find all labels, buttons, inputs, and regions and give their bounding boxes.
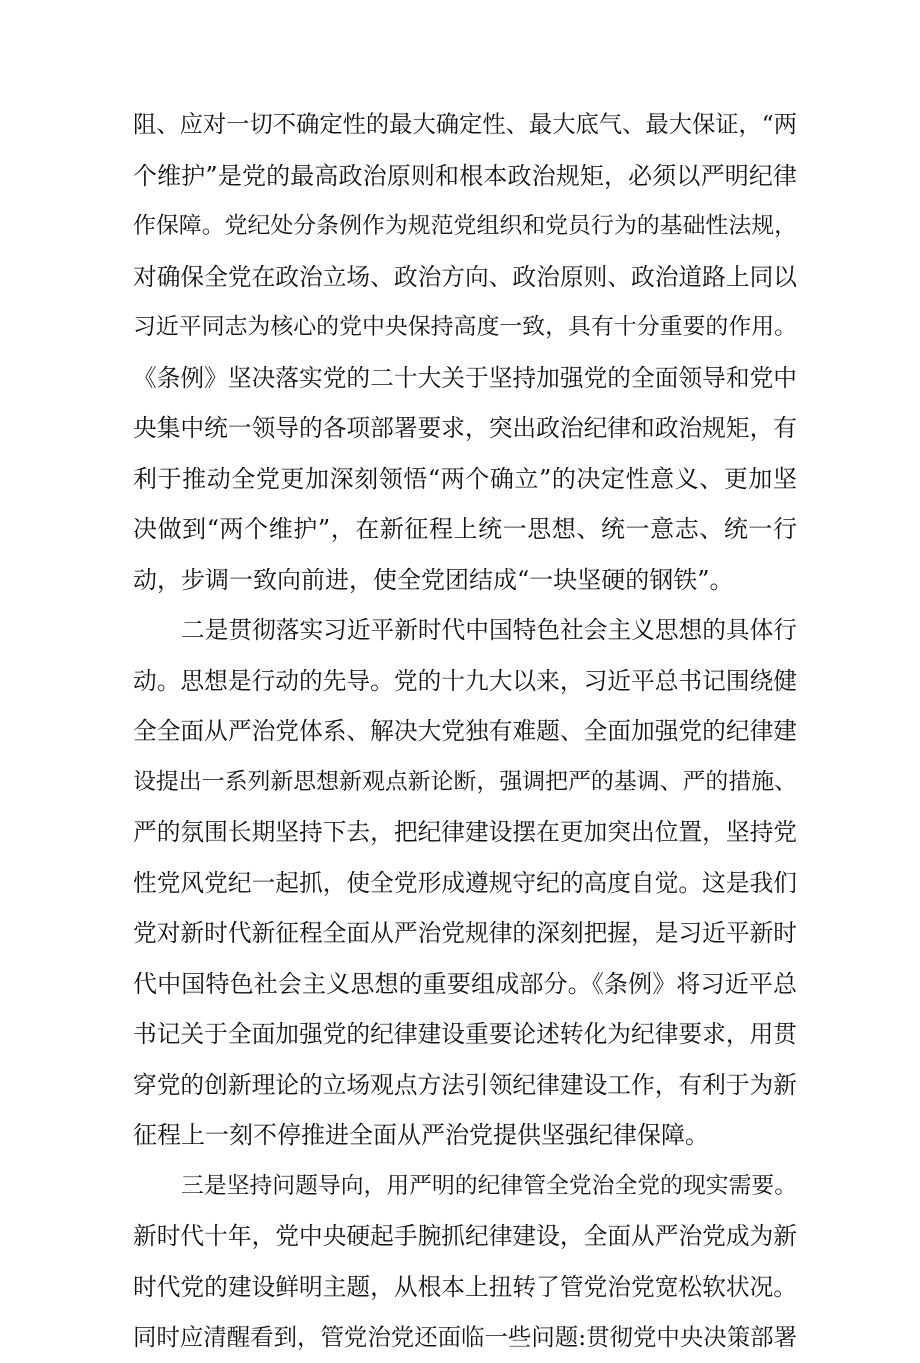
paragraph-2 bbox=[133, 605, 797, 1161]
text-line: 设提出一系列新思想新观点新论断，强调把严的基调、严的措施、 bbox=[133, 768, 797, 795]
text-line: 对确保全党在政治立场、政治方向、政治原则、政治道路上同以 bbox=[133, 262, 797, 291]
text-line: 决做到“两个维护”，在新征程上统一思想、统一意志、统一行 bbox=[133, 515, 797, 543]
text-line: 严的氛围长期坚持下去，把纪律建设摆在更加突出位置，坚持党 bbox=[133, 818, 797, 846]
text-line: 习近平同志为核心的党中央保持高度一致，具有十分重要的作用。 bbox=[133, 314, 797, 340]
text-line: 央集中统一领导的各项部署要求，突出政治纪律和政治规矩，有 bbox=[133, 414, 797, 442]
text-line: 动。思想是行动的先导。党的十九大以来，习近平总书记围绕健 bbox=[133, 666, 797, 695]
text-line: 作保障。党纪处分条例作为规范党组织和党员行为的基础性法规， bbox=[133, 213, 797, 239]
text-line: 书记关于全面加强党的纪律建设重要论述转化为纪律要求，用贯 bbox=[133, 1020, 797, 1048]
text-line: 二是贯彻落实习近平新时代中国特色社会主义思想的具体行 bbox=[181, 616, 797, 644]
text-line: 动，步调一致向前进，使全党团结成“一块坚硬的钢铁”。 bbox=[133, 565, 734, 594]
text-line: 三是坚持问题导向，用严明的纪律管全党治全党的现实需要。 bbox=[181, 1172, 797, 1199]
text-line: 《条例》坚决落实党的二十大关于坚持加强党的全面领导和党中 bbox=[133, 363, 797, 392]
text-line: 个维护”是党的最高政治原则和根本政治规矩，必须以严明纪律 bbox=[133, 161, 797, 190]
paragraph-1 bbox=[133, 100, 797, 605]
text-line: 阻、应对一切不确定性的最大确定性、最大底气、最大保证，“两 bbox=[133, 111, 797, 138]
text-line: 穿党的创新理论的立场观点方法引领纪律建设工作，有利于为新 bbox=[133, 1070, 797, 1099]
paragraph-3 bbox=[133, 1161, 797, 1363]
text-line: 新时代十年，党中央硬起手腕抓纪律建设，全面从严治党成为新 bbox=[133, 1222, 797, 1250]
text-line: 征程上一刻不停推进全面从严治党提供坚强纪律保障。 bbox=[133, 1121, 709, 1149]
text-line: 全全面从严治党体系、解决大党独有难题、全面加强党的纪律建 bbox=[133, 717, 797, 745]
document-body bbox=[133, 100, 797, 1363]
text-line: 党对新时代新征程全面从严治党规律的深刻把握，是习近平新时 bbox=[133, 919, 797, 947]
text-line: 同时应清醒看到，管党治党还面临一些问题:贯彻党中央决策部署 bbox=[133, 1323, 797, 1351]
text-line: 性党风党纪一起抓，使全党形成遵规守纪的高度自觉。这是我们 bbox=[133, 868, 797, 897]
text-line: 时代党的建设鲜明主题，从根本上扭转了管党治党宽松软状况。 bbox=[133, 1272, 797, 1301]
text-line: 代中国特色社会主义思想的重要组成部分。《条例》将习近平总 bbox=[133, 969, 797, 998]
text-line: 利于推动全党更加深刻领悟“两个确立”的决定性意义、更加坚 bbox=[133, 464, 797, 493]
